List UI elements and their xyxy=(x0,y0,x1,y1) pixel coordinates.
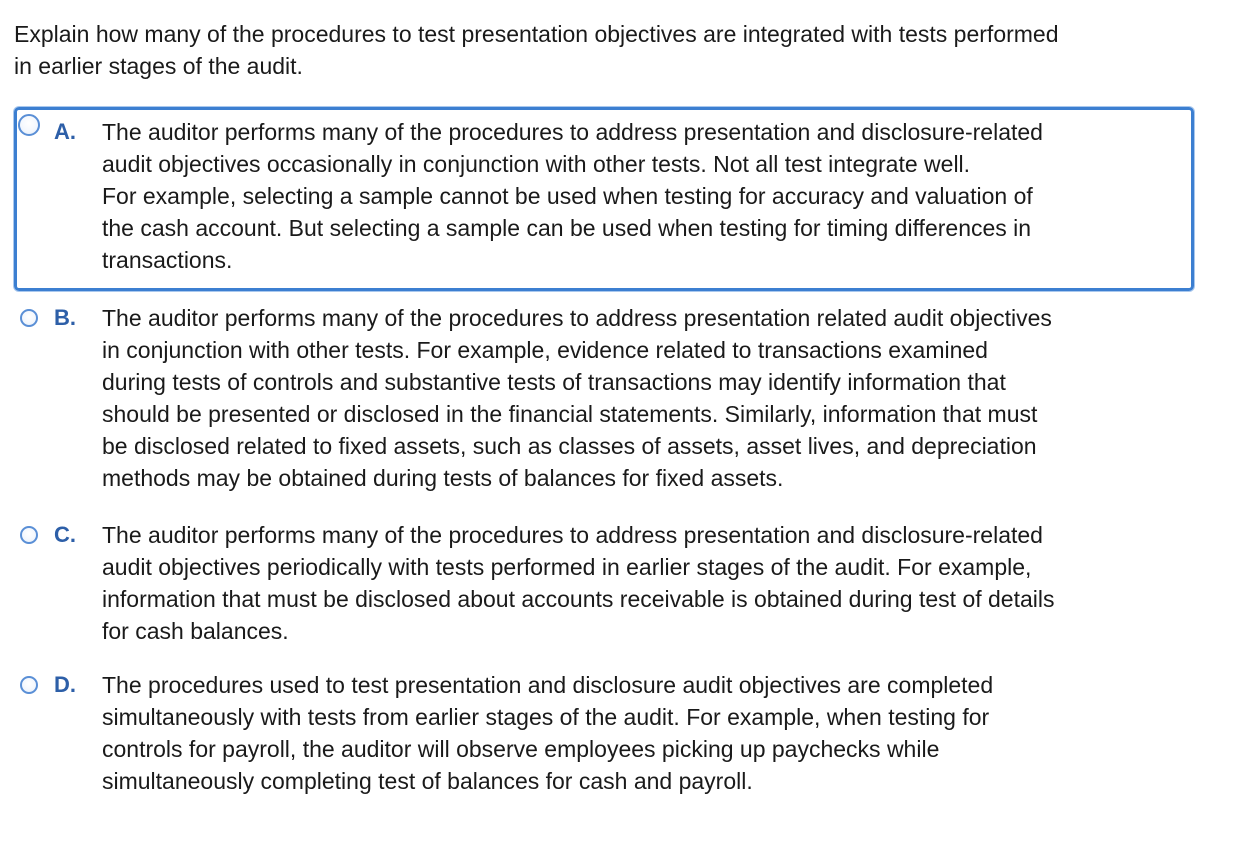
option-text-d: The procedures used to test presentation and disclosure audit objectives are completed simultaneously with tests from earlier stages of the audit. For example, when testing for controls for payroll, the auditor will observe employees picking up paychecks while simultaneously completing test of balances for cash and payroll. xyxy=(102,672,994,794)
option-letter-a: A. xyxy=(54,119,76,144)
option-text-b: The auditor performs many of the procedures to address presentation related audit objectives in conjunction with other tests. For example, evidence related to transactions examined during tests of controls and substantive tests of transactions may identify information that should be presented or disclosed in the financial statements. Similarly, information that must be disclosed related to fixed assets, such as classes of assets, asset lives, and depreciation methods may be obtained during tests of balances for fixed assets. xyxy=(102,305,1052,491)
radio-button-a[interactable] xyxy=(18,114,40,136)
option-text-c: The auditor performs many of the procedures to address presentation and disclosure-related audit objectives periodically with tests performed in earlier stages of the audit. For example, information that must be disclosed about accounts receivable is obtained during test of details for cash balances. xyxy=(102,522,1055,644)
answer-option-a[interactable] xyxy=(14,107,1194,291)
question-prompt: Explain how many of the procedures to test presentation objectives are integrated with tests performed in earlier stages of the audit. xyxy=(14,21,1059,79)
option-text-a: The auditor performs many of the procedures to address presentation and disclosure-related audit objectives occasionally in conjunction with other tests. Not all test integrate well. For example, selecting a sample cannot be used when testing for accuracy and valuation of the cash account. But selecting a sample can be used when testing for timing differences in transactions. xyxy=(102,119,1043,273)
radio-button-c[interactable] xyxy=(20,526,38,544)
answer-option-c[interactable] xyxy=(14,519,1194,649)
answer-option-b[interactable] xyxy=(14,302,1194,496)
option-letter-b: B. xyxy=(54,305,76,330)
radio-button-d[interactable] xyxy=(20,676,38,694)
radio-button-b[interactable] xyxy=(20,309,38,327)
option-letter-c: C. xyxy=(54,522,76,547)
answer-option-d[interactable] xyxy=(14,669,1194,799)
option-letter-d: D. xyxy=(54,672,76,697)
